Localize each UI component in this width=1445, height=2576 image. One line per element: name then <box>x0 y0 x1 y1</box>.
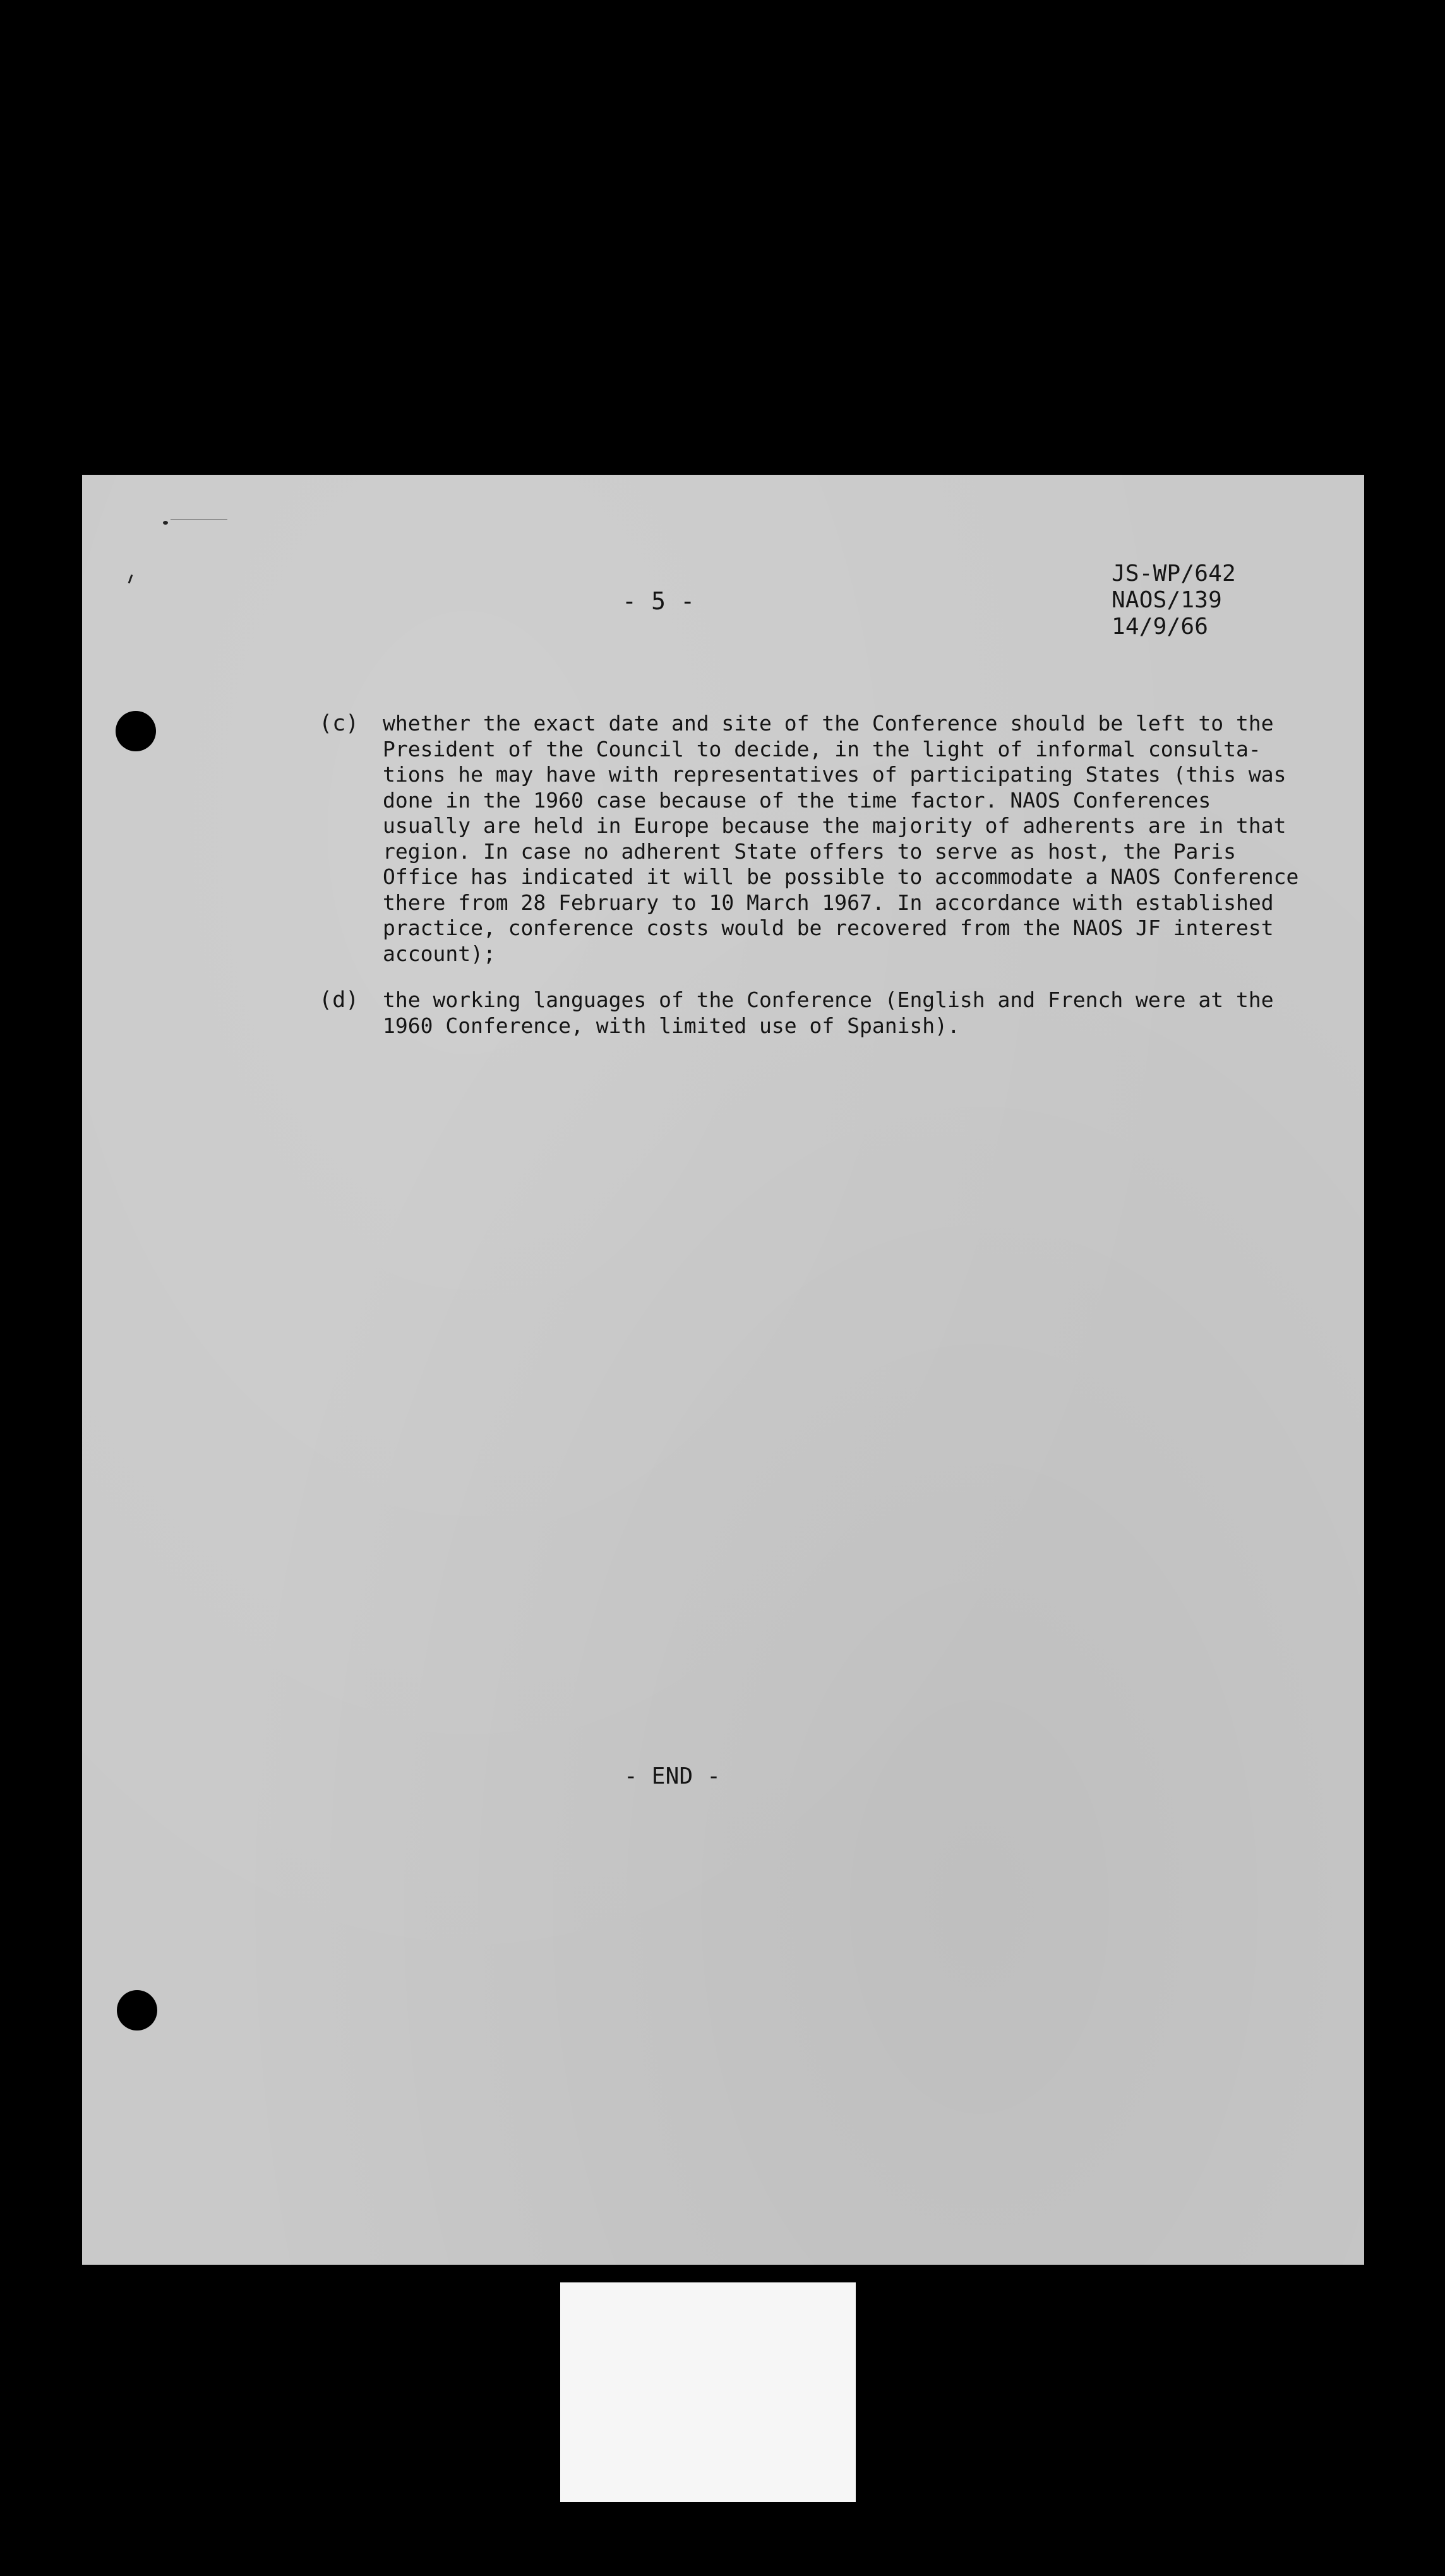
text-line: President of the Council to decide, in the light of informal consulta- <box>383 736 1261 761</box>
text-line: region. In case no adherent State offers to serve as host, the Paris <box>383 838 1237 864</box>
end-marker: - END - <box>624 1763 721 1789</box>
text-line: usually are held in Europe because the majority of adherents are in that <box>383 813 1286 838</box>
text-line: account); <box>383 941 496 966</box>
item-letter: (d) <box>319 987 359 1013</box>
blank-card <box>560 2282 856 2502</box>
text-line: the working languages of the Conference (English and French were at the <box>383 987 1274 1012</box>
item-text <box>383 987 1274 1039</box>
item-text <box>383 711 1298 967</box>
page-number: - 5 - <box>622 587 695 615</box>
punch-hole-bottom <box>117 1990 157 2030</box>
reference-line: NAOS/139 <box>1112 587 1222 613</box>
document-reference <box>1112 561 1236 640</box>
reference-line: JS-WP/642 <box>1112 561 1236 587</box>
text-line: practice, conference costs would be recovered from the NAOS JF interest <box>383 915 1274 940</box>
pencil-mark <box>171 519 227 520</box>
reference-line: 14/9/66 <box>1112 614 1209 640</box>
text-line: Office has indicated it will be possible to accommodate a NAOS Conference <box>383 864 1299 889</box>
text-line: done in the 1960 case because of the time factor. NAOS Conferences <box>383 787 1211 813</box>
text-line: there from 28 February to 10 March 1967. In accordance with established <box>383 890 1274 915</box>
ink-speck <box>163 521 168 525</box>
item-letter: (c) <box>319 711 359 736</box>
text-line: tions he may have with representatives of participating States (this was <box>383 762 1286 787</box>
punch-hole-top <box>116 711 156 751</box>
text-line: 1960 Conference, with limited use of Spanish). <box>383 1013 960 1038</box>
text-line: whether the exact date and site of the Conference should be left to the <box>383 711 1274 736</box>
